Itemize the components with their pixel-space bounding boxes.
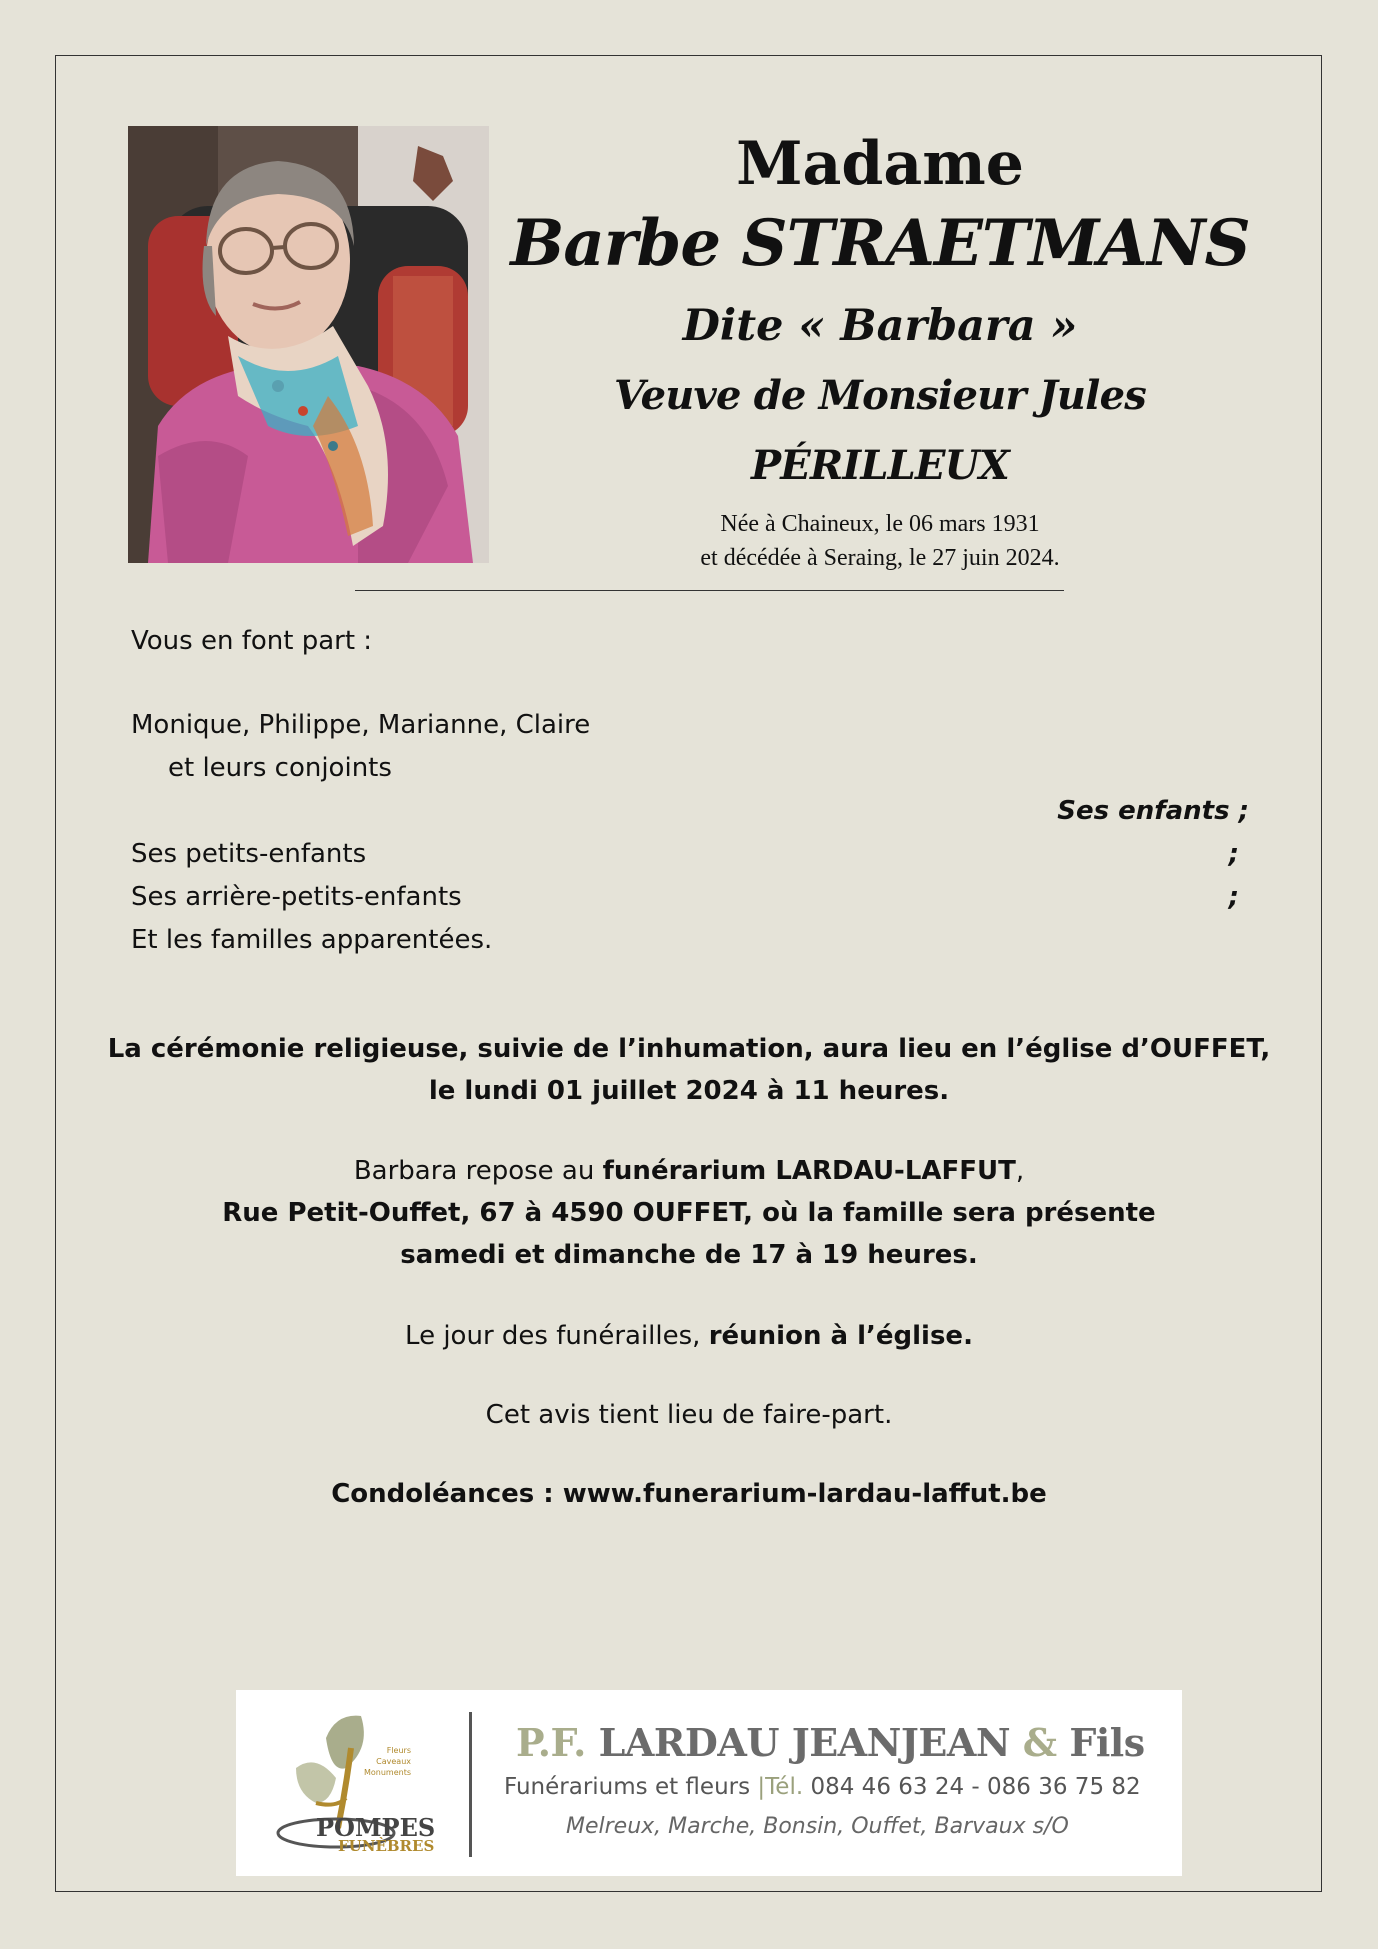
visitation-line1 — [60, 1150, 1318, 1192]
ceremony-line1: La cérémonie religieuse, suivie de l’inhumation, aura lieu en l’église d’OUFFET, — [107, 1034, 1271, 1064]
visitation-section — [60, 1150, 1318, 1276]
children-spouses: et leurs conjoints — [168, 753, 392, 783]
company-suffix: Fils — [1069, 1720, 1145, 1765]
grandchildren-semicolon: ; — [1228, 839, 1239, 869]
company-main: LARDAU JEANJEAN — [598, 1720, 1011, 1765]
condolences: Condoléances : www.funerarium-lardau-laffut.be — [331, 1479, 1047, 1509]
widow-of: Veuve de Monsieur Jules PÉRILLEUX — [614, 372, 1146, 489]
children-label: Ses enfants ; — [1057, 796, 1249, 826]
grandchildren-row — [131, 833, 1249, 876]
visitation-prefix: Barbara repose au — [353, 1156, 603, 1186]
great-grandchildren-semicolon: ; — [1228, 882, 1239, 912]
tel-label: |Tél. — [757, 1774, 804, 1800]
meeting-section — [60, 1315, 1318, 1357]
visitation-address: Rue Petit-Ouffet, 67 à 4590 OUFFET, où la famille sera présente — [222, 1198, 1156, 1228]
services-line — [504, 1774, 1141, 1800]
services-label: Funérariums et fleurs — [504, 1774, 751, 1800]
company-amp: & — [1022, 1720, 1057, 1765]
death-line: et décédée à Seraing, le 27 juin 2024. — [700, 545, 1060, 571]
nickname: Dite « Barbara » — [682, 301, 1078, 351]
divider — [355, 590, 1064, 591]
title-block — [500, 125, 1260, 575]
portrait-photo — [128, 126, 489, 563]
company-name — [516, 1720, 1145, 1765]
logo-small-text-1: Fleurs — [386, 1746, 411, 1755]
logo-main-text: POMPES — [316, 1813, 436, 1842]
children-names: Monique, Philippe, Marianne, Claire — [131, 710, 591, 740]
birth-line: Née à Chaineux, le 06 mars 1931 — [720, 511, 1040, 537]
funeral-home-banner — [236, 1690, 1182, 1876]
phone-numbers: 084 46 63 24 - 086 36 75 82 — [810, 1774, 1141, 1800]
company-prefix: P.F. — [516, 1720, 586, 1765]
portrait-illustration — [128, 126, 489, 563]
relatives: Et les familles apparentées. — [131, 925, 493, 955]
salutation: Madame — [736, 129, 1024, 199]
great-grandchildren-label: Ses arrière-petits-enfants — [131, 882, 462, 912]
great-grandchildren-row — [131, 876, 1249, 919]
footer-separator — [469, 1712, 472, 1857]
pompes-funebres-logo — [276, 1708, 456, 1858]
dates — [500, 507, 1260, 575]
notice: Cet avis tient lieu de faire-part. — [485, 1400, 893, 1430]
deceased-name: Barbe STRAETMANS — [510, 206, 1250, 281]
meeting-place: réunion à l’église. — [708, 1321, 973, 1351]
grandchildren-label: Ses petits-enfants — [131, 839, 367, 869]
ceremony-line2: le lundi 01 juillet 2024 à 11 heures. — [428, 1076, 950, 1106]
logo-small-text-2: Caveaux — [376, 1757, 411, 1766]
locations: Melreux, Marche, Bonsin, Ouffet, Barvaux s/O — [566, 1814, 1069, 1839]
ceremony-section — [60, 1028, 1318, 1112]
visitation-comma: , — [1015, 1156, 1025, 1186]
meeting-prefix: Le jour des funérailles, — [405, 1321, 709, 1351]
visitation-place: funérarium LARDAU-LAFFUT — [602, 1156, 1016, 1186]
family-intro: Vous en font part : — [131, 626, 373, 656]
family-section — [131, 620, 1249, 962]
logo-sub-text: FUNÈBRES — [338, 1837, 435, 1855]
logo-small-text-3: Monuments — [363, 1768, 411, 1777]
visitation-hours: samedi et dimanche de 17 à 19 heures. — [400, 1240, 978, 1270]
